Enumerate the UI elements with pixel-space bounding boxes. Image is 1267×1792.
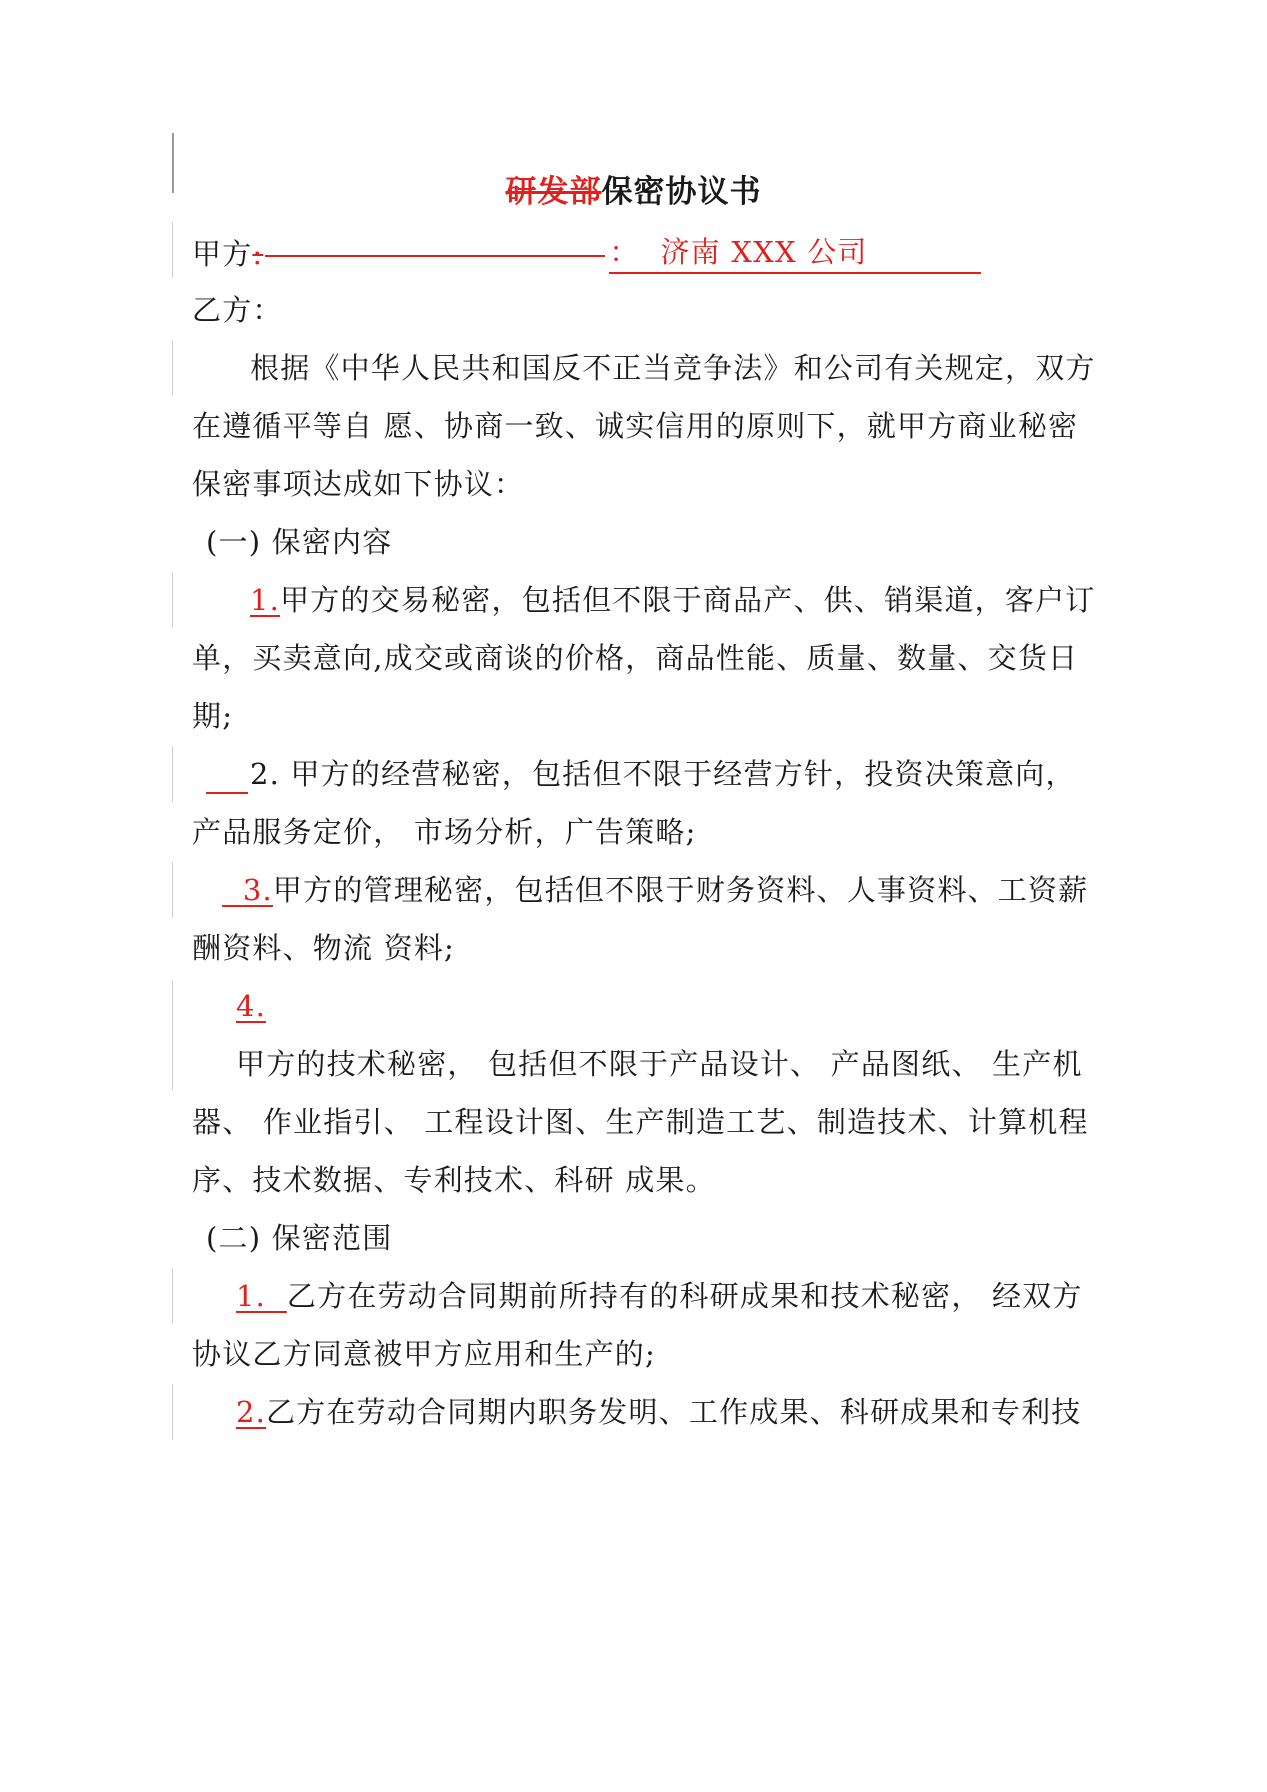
list-item-line: 协议乙方同意被甲方应用和生产的; xyxy=(192,1337,656,1371)
document-title xyxy=(0,166,1267,211)
revision-bar xyxy=(172,1268,173,1324)
item-text: 乙方在劳动合同期内职务发明、工作成果、科研成果和专利技 xyxy=(266,1395,1082,1429)
item-number: 2. xyxy=(236,1395,267,1429)
list-item xyxy=(236,1392,1081,1432)
item-text: 甲方的交易秘密，包括但不限于商品产、供、销渠道，客户订 xyxy=(280,583,1096,617)
title-main: 保密协议书 xyxy=(601,174,762,210)
party-b-label: 乙方： xyxy=(192,293,283,327)
list-item-line: 期; xyxy=(192,699,234,733)
item-number: 1. xyxy=(250,583,281,617)
revision-bar xyxy=(172,862,173,918)
revision-bar xyxy=(172,340,173,396)
party-a-name-field xyxy=(609,232,981,274)
list-item-line: 产品服务定价， 市场分析，广告策略; xyxy=(192,815,697,849)
party-a-colon: ： xyxy=(609,235,640,269)
item-text: 甲方的管理秘密，包括但不限于财务资料、人事资料、工资薪 xyxy=(272,873,1089,907)
revision-bar xyxy=(172,222,173,278)
list-item xyxy=(206,754,1076,794)
inserted-indent xyxy=(206,760,248,794)
title-prefix-deleted: 研发部 xyxy=(505,174,602,210)
item-number: 3. xyxy=(242,873,273,907)
revision-bar xyxy=(172,746,173,802)
revision-bar xyxy=(172,572,173,628)
item-number: 4. xyxy=(236,989,267,1023)
party-a-colon-deleted: : xyxy=(252,237,264,271)
list-item-line: 单，买卖意向,成交或商谈的价格，商品性能、质量、数量、交货日 xyxy=(192,641,1079,675)
item-text: 乙方在劳动合同期前所持有的科研成果和技术秘密， 经双方 xyxy=(286,1279,1083,1313)
item-number: 1. xyxy=(236,1279,267,1313)
list-item: 甲方的技术秘密， 包括但不限于产品设计、 产品图纸、 生产机 xyxy=(236,1047,1083,1081)
item-text: 2. 甲方的经营秘密，包括但不限于经营方针，投资决策意向， xyxy=(250,757,1076,791)
party-a-label: 甲方 xyxy=(192,237,253,271)
list-item-line: 酬资料、物流 资料; xyxy=(192,931,455,965)
list-item xyxy=(222,870,1088,910)
party-a-line xyxy=(192,232,981,274)
section-heading: (一) 保密内容 xyxy=(206,525,393,559)
revision-bar xyxy=(172,980,173,1090)
list-item xyxy=(236,1276,1083,1316)
intro-line: 在遵循平等自 愿、协商一致、诚实信用的原则下，就甲方商业秘密 xyxy=(192,409,1079,443)
party-a-name: 济南 XXX 公司 xyxy=(660,235,868,269)
list-item xyxy=(250,580,1095,620)
intro-line: 保密事项达成如下协议： xyxy=(192,467,525,501)
intro-line: 根据《中华人民共和国反不正当竞争法》和公司有关规定，双方 xyxy=(250,351,1096,385)
list-item-line: 器、 作业指引、 工程设计图、生产制造工艺、制造技术、计算机程 xyxy=(192,1105,1089,1139)
revision-bar xyxy=(172,1384,173,1440)
list-item-line: 序、技术数据、专利技术、科研 成果。 xyxy=(192,1163,716,1197)
list-item-number xyxy=(236,986,266,1026)
deleted-fill-line xyxy=(265,255,605,257)
section-heading: (二) 保密范围 xyxy=(206,1221,393,1255)
